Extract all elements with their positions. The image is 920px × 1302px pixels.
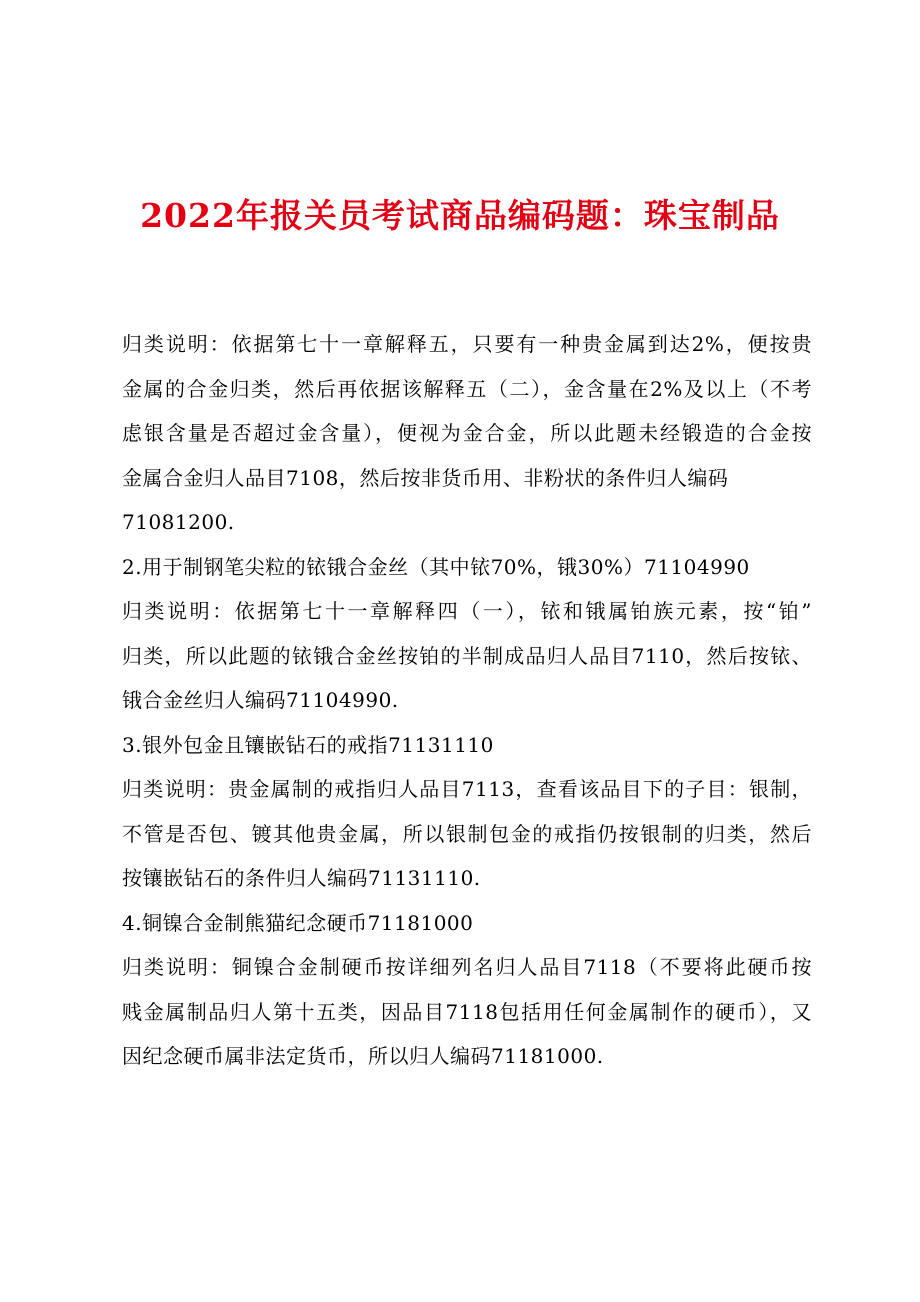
text-line-12: 不管是否包、镀其他贵金属，所以银制包金的戒指仍按银制的归类，然后	[122, 821, 812, 846]
document-title: 2022年报关员考试商品编码题：珠宝制品	[140, 196, 780, 235]
item-heading-2: 2.用于制钢笔尖粒的铱锇合金丝（其中铱70%，锇30%）71104990	[122, 554, 750, 579]
text-line-7: 归类说明：依据第七十一章解释四（一），铱和锇属铂族元素，按“铂”	[122, 599, 812, 623]
text-line-16: 贱金属制品归人第十五类，因品目7118包括用任何金属制作的硬币），又	[122, 999, 812, 1024]
text-line-17: 因纪念硬币属非法定货币，所以归人编码71181000.	[122, 1044, 604, 1068]
item-heading-3: 3.银外包金且镶嵌钻石的戒指71131110	[122, 732, 494, 757]
text-line-11: 归类说明：贵金属制的戒指归人品目7113，查看该品目下的子目：银制，	[122, 777, 812, 801]
text-line-9: 锇合金丝归人编码71104990.	[122, 688, 399, 712]
text-line-15: 归类说明：铜镍合金制硬币按详细列名归人品目7118（不要将此硬币按	[122, 955, 812, 979]
text-line-13: 按镶嵌钻石的条件归人编码71131110.	[122, 866, 481, 890]
text-line-8: 归类，所以此题的铱锇合金丝按铂的半制成品归人品目7110，然后按铱、	[122, 643, 812, 668]
text-line-1: 归类说明：依据第七十一章解释五，只要有一种贵金属到达2%，便按贵	[122, 332, 812, 356]
item-heading-4: 4.铜镍合金制熊猫纪念硬币71181000	[122, 910, 474, 935]
text-line-2: 金属的合金归类，然后再依据该解释五（二），金含量在2%及以上（不考	[122, 376, 812, 401]
text-line-5: 71081200.	[122, 510, 235, 534]
document-body	[122, 322, 822, 1079]
text-line-4: 金属合金归人品目7108，然后按非货币用、非粉状的条件归人编码	[122, 465, 729, 490]
text-line-3: 虑银含量是否超过金含量），便视为金合金，所以此题未经锻造的合金按	[122, 421, 812, 445]
